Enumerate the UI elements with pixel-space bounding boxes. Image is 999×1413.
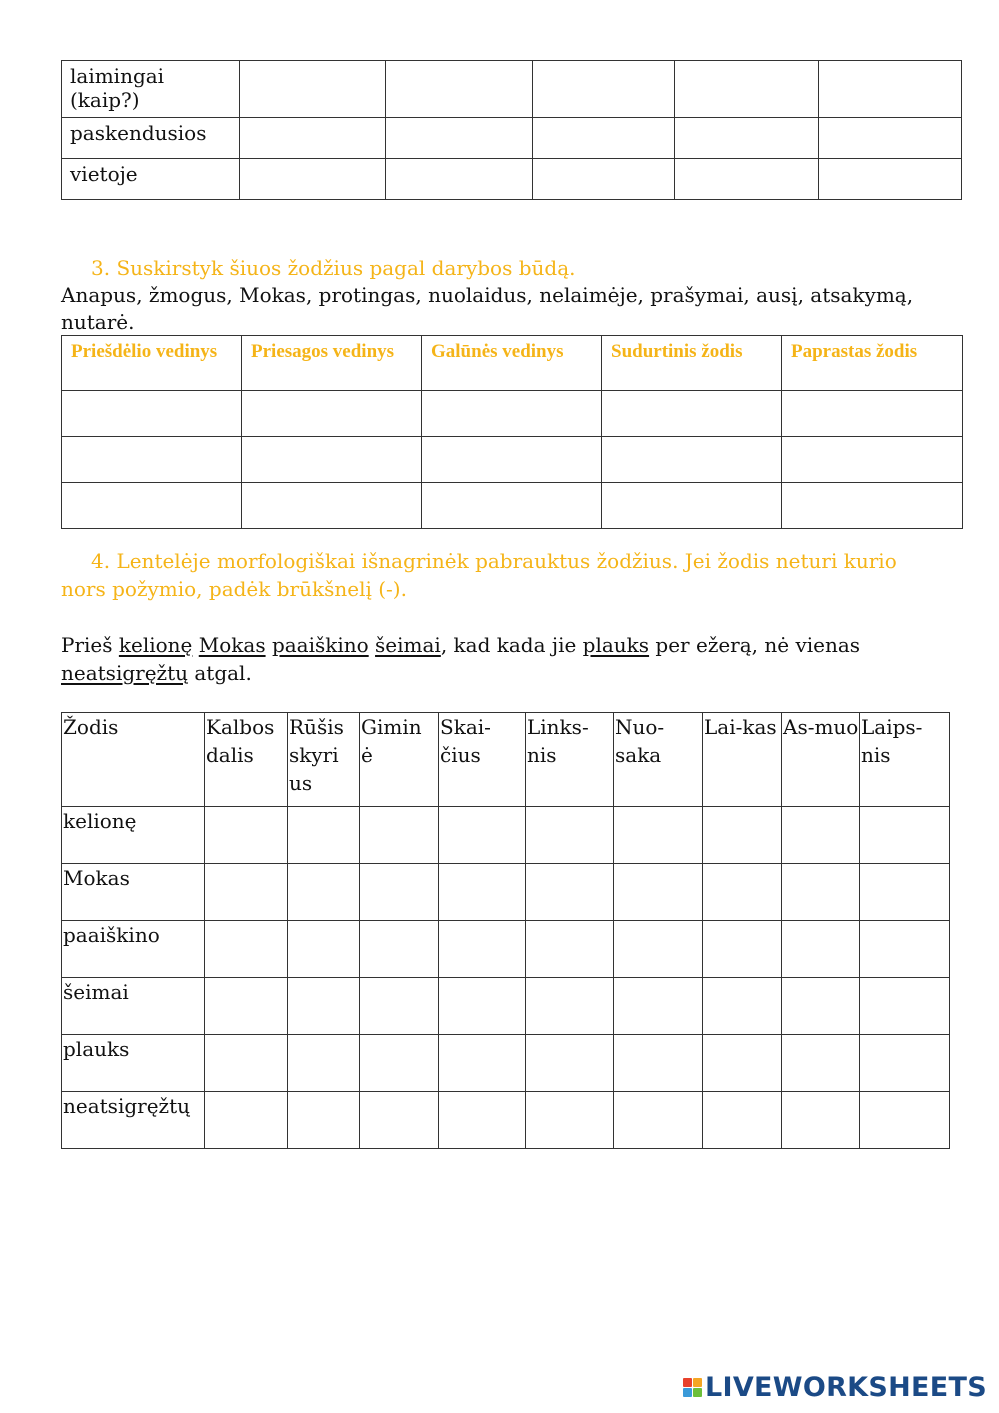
answer-cell[interactable]: [205, 807, 288, 864]
table-row: [62, 437, 963, 483]
answer-cell[interactable]: [860, 921, 950, 978]
answer-cell[interactable]: [533, 118, 675, 159]
answer-cell[interactable]: [782, 391, 963, 437]
morphology-table: [61, 712, 950, 1149]
answer-cell[interactable]: [675, 159, 819, 200]
answer-cell[interactable]: [703, 807, 782, 864]
table-row: [62, 391, 963, 437]
answer-cell[interactable]: [386, 118, 533, 159]
answer-cell[interactable]: [782, 864, 860, 921]
row-word: Mokas: [62, 864, 205, 921]
logo-square: [683, 1388, 692, 1397]
answer-cell[interactable]: [205, 921, 288, 978]
answer-cell[interactable]: [526, 807, 614, 864]
answer-cell[interactable]: [819, 159, 962, 200]
answer-cell[interactable]: [860, 1092, 950, 1149]
derivation-table: [61, 335, 963, 529]
answer-cell[interactable]: [205, 1035, 288, 1092]
answer-cell[interactable]: [240, 159, 386, 200]
underlined-word: neatsigręžtų: [61, 661, 188, 685]
table-header-row: [62, 713, 950, 807]
answer-cell[interactable]: [614, 1092, 703, 1149]
row-word: kelionę: [62, 807, 205, 864]
column-header: Lai-kas: [703, 713, 782, 807]
task-3-word-list: Anapus, žmogus, Mokas, protingas, nuolaidus, nelaimėje, prašymai, ausį, atsakymą, nutarė.: [61, 283, 914, 334]
answer-cell[interactable]: [62, 483, 242, 529]
answer-cell[interactable]: [602, 391, 782, 437]
answer-cell[interactable]: [860, 864, 950, 921]
column-header: Gimin ė: [360, 713, 439, 807]
answer-cell[interactable]: [782, 437, 963, 483]
answer-cell[interactable]: [439, 807, 526, 864]
logo-text: LIVEWORKSHEETS: [704, 1372, 987, 1403]
column-header: Skai-čius: [439, 713, 526, 807]
answer-cell[interactable]: [360, 807, 439, 864]
answer-cell[interactable]: [526, 921, 614, 978]
answer-cell[interactable]: [386, 159, 533, 200]
table-row: [62, 159, 962, 200]
column-header: Nuo-saka: [614, 713, 703, 807]
answer-cell[interactable]: [860, 807, 950, 864]
answer-cell[interactable]: [240, 61, 386, 118]
column-header: Paprastas žodis: [782, 336, 963, 391]
answer-cell[interactable]: [205, 1092, 288, 1149]
answer-cell[interactable]: [703, 921, 782, 978]
answer-cell[interactable]: [614, 807, 703, 864]
row-word: laimingai (kaip?): [62, 61, 240, 118]
answer-cell[interactable]: [242, 391, 422, 437]
row-word: vietoje: [62, 159, 240, 200]
underlined-word: paaiškino: [271, 633, 369, 657]
answer-cell[interactable]: [360, 1035, 439, 1092]
answer-cell[interactable]: [602, 437, 782, 483]
answer-cell[interactable]: [360, 864, 439, 921]
task-3-title: 3. Suskirstyk šiuos žodžius pagal darybos būdą.: [91, 256, 576, 280]
table-row: [62, 807, 950, 864]
answer-cell[interactable]: [439, 978, 526, 1035]
answer-cell[interactable]: [675, 118, 819, 159]
answer-cell[interactable]: [422, 483, 602, 529]
table-row: [62, 1035, 950, 1092]
column-header: Links-nis: [526, 713, 614, 807]
answer-cell[interactable]: [360, 1092, 439, 1149]
logo-square: [683, 1378, 692, 1387]
answer-cell[interactable]: [703, 864, 782, 921]
answer-cell[interactable]: [62, 391, 242, 437]
table-row: [62, 61, 962, 118]
answer-cell[interactable]: [439, 1092, 526, 1149]
underlined-word: plauks: [582, 633, 650, 657]
table-row: [62, 978, 950, 1035]
answer-cell[interactable]: [288, 978, 360, 1035]
answer-cell[interactable]: [360, 921, 439, 978]
answer-cell[interactable]: [439, 921, 526, 978]
word-form-table: [61, 60, 962, 200]
answer-cell[interactable]: [526, 1092, 614, 1149]
underlined-word: kelionę: [118, 633, 193, 657]
table-row: [62, 483, 963, 529]
answer-cell[interactable]: [288, 1092, 360, 1149]
answer-cell[interactable]: [526, 978, 614, 1035]
row-word: neatsigręžtų: [62, 1092, 205, 1149]
answer-cell[interactable]: [602, 483, 782, 529]
answer-cell[interactable]: [439, 1035, 526, 1092]
table-row: [62, 921, 950, 978]
table-row: [62, 864, 950, 921]
liveworksheets-logo: [683, 1372, 987, 1403]
answer-cell[interactable]: [703, 1092, 782, 1149]
task-4-sentence: [61, 631, 961, 687]
answer-cell[interactable]: [526, 1035, 614, 1092]
row-word: šeimai: [62, 978, 205, 1035]
table-row: [62, 118, 962, 159]
answer-cell[interactable]: [819, 118, 962, 159]
answer-cell[interactable]: [782, 978, 860, 1035]
row-word: paskendusios: [62, 118, 240, 159]
answer-cell[interactable]: [288, 1035, 360, 1092]
answer-cell[interactable]: [533, 61, 675, 118]
answer-cell[interactable]: [782, 807, 860, 864]
column-header: Rūšis skyri us: [288, 713, 360, 807]
sentence-text: Prieš: [61, 633, 119, 657]
column-header: Kalbos dalis: [205, 713, 288, 807]
sentence-text: atgal.: [188, 661, 252, 685]
answer-cell[interactable]: [242, 483, 422, 529]
logo-square: [693, 1388, 702, 1397]
answer-cell[interactable]: [360, 978, 439, 1035]
answer-cell[interactable]: [614, 921, 703, 978]
column-header: Žodis: [62, 713, 205, 807]
column-header: Galūnės vedinys: [422, 336, 602, 391]
underlined-word: Mokas: [198, 633, 266, 657]
answer-cell[interactable]: [703, 978, 782, 1035]
answer-cell[interactable]: [782, 1092, 860, 1149]
answer-cell[interactable]: [422, 391, 602, 437]
answer-cell[interactable]: [614, 1035, 703, 1092]
answer-cell[interactable]: [422, 437, 602, 483]
logo-icon: [683, 1378, 702, 1397]
answer-cell[interactable]: [205, 978, 288, 1035]
column-header: As-muo: [782, 713, 860, 807]
table-header-row: [62, 336, 963, 391]
table-row: [62, 1092, 950, 1149]
answer-cell[interactable]: [242, 437, 422, 483]
column-header: Priesagos vedinys: [242, 336, 422, 391]
answer-cell[interactable]: [386, 61, 533, 118]
column-header: Priešdėlio vedinys: [62, 336, 242, 391]
row-word: paaiškino: [62, 921, 205, 978]
answer-cell[interactable]: [288, 921, 360, 978]
answer-cell[interactable]: [62, 437, 242, 483]
answer-cell[interactable]: [614, 864, 703, 921]
answer-cell[interactable]: [533, 159, 675, 200]
answer-cell[interactable]: [614, 978, 703, 1035]
column-header: Laips-nis: [860, 713, 950, 807]
task-4-title: 4. Lentelėje morfologiškai išnagrinėk pabrauktus žodžius. Jei žodis neturi kurio nors požymio, padėk brūkšnelį (-).: [61, 549, 897, 601]
answer-cell[interactable]: [240, 118, 386, 159]
answer-cell[interactable]: [782, 1035, 860, 1092]
answer-cell[interactable]: [860, 978, 950, 1035]
answer-cell[interactable]: [288, 807, 360, 864]
answer-cell[interactable]: [526, 864, 614, 921]
answer-cell[interactable]: [782, 921, 860, 978]
answer-cell[interactable]: [703, 1035, 782, 1092]
answer-cell[interactable]: [205, 864, 288, 921]
answer-cell[interactable]: [439, 864, 526, 921]
answer-cell[interactable]: [675, 61, 819, 118]
answer-cell[interactable]: [288, 864, 360, 921]
underlined-word: šeimai: [375, 633, 441, 657]
logo-square: [693, 1378, 702, 1387]
sentence-text: , kad kada jie: [440, 633, 583, 657]
answer-cell[interactable]: [860, 1035, 950, 1092]
row-word: plauks: [62, 1035, 205, 1092]
column-header: Sudurtinis žodis: [602, 336, 782, 391]
answer-cell[interactable]: [819, 61, 962, 118]
sentence-text: per ežerą, nė vienas: [649, 633, 861, 657]
answer-cell[interactable]: [782, 483, 963, 529]
